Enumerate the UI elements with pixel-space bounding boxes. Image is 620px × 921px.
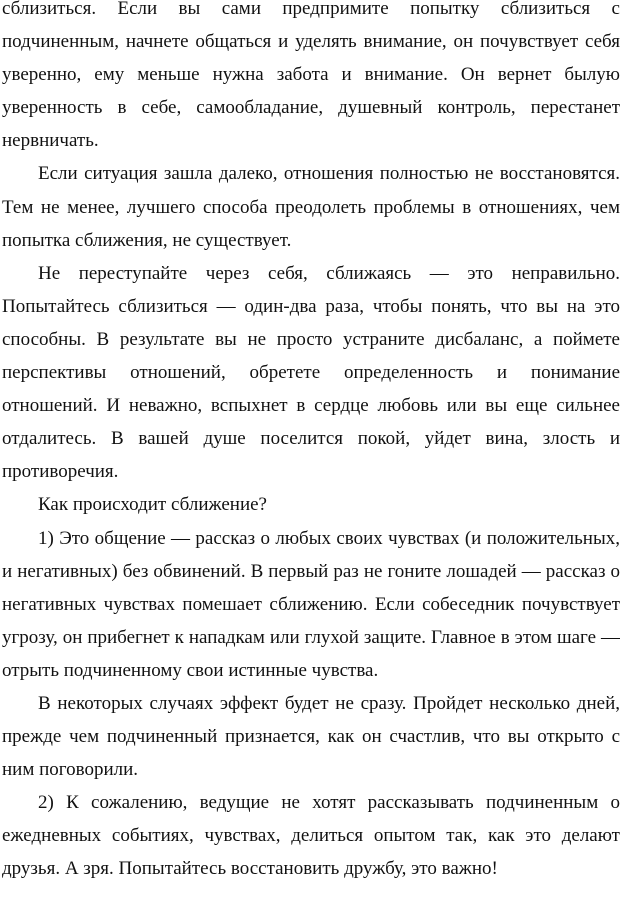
paragraph-7: 2) К сожалению, ведущие не хотят рассказывать подчиненным о ежедневных событиях, чувствах, делиться опытом так, как это делают друзья. А зря. Попытайтесь восстановить дружбу, это важно! <box>2 792 620 880</box>
paragraph-2: Если ситуация зашла далеко, отношения полностью не восстановятся. Тем не менее, лучшего способа преодолеть проблемы в отношениях, чем попытка сближения, не существует. <box>2 163 620 251</box>
paragraph-4: Как происходит сближение? <box>38 494 267 516</box>
paragraph-1: сблизиться. Если вы сами предпримите попытку сблизиться с подчиненным, начнете общаться и уделять внимание, он почувствует себя уверенно, ему меньше нужна забота и внимание. Он вернет былую уверенность в себе, самообладание, душевный контроль, перестанет нервничать. <box>2 0 620 152</box>
paragraph-3: Не переступайте через себя, сближаясь — это неправильно. Попытайтесь сблизиться — один-два раза, чтобы понять, что вы на это способны. В результате вы не просто устраните дисбаланс, а поймете перспективы отношений, обретете определенность и понимание отношений. И неважно, вспыхнет в сердце любовь или вы еще сильнее отдалитесь. В вашей душе поселится покой, уйдет вина, злость и противоречия. <box>2 262 620 483</box>
paragraph-6: В некоторых случаях эффект будет не сразу. Пройдет несколько дней, прежде чем подчиненный признается, как он счастлив, что вы открыто с ним поговорили. <box>2 692 620 781</box>
paragraph-5: 1) Это общение — рассказ о любых своих чувствах (и положительных, и негативных) без обвинений. В первый раз не гоните лошадей — рассказ о негативных чувствах помешает сближению. Если собеседник почувствует угрозу, он прибегнет к нападкам или глухой защите. Главное в этом шаге — отрыть подчиненному свои истинные чувства. <box>2 527 620 681</box>
